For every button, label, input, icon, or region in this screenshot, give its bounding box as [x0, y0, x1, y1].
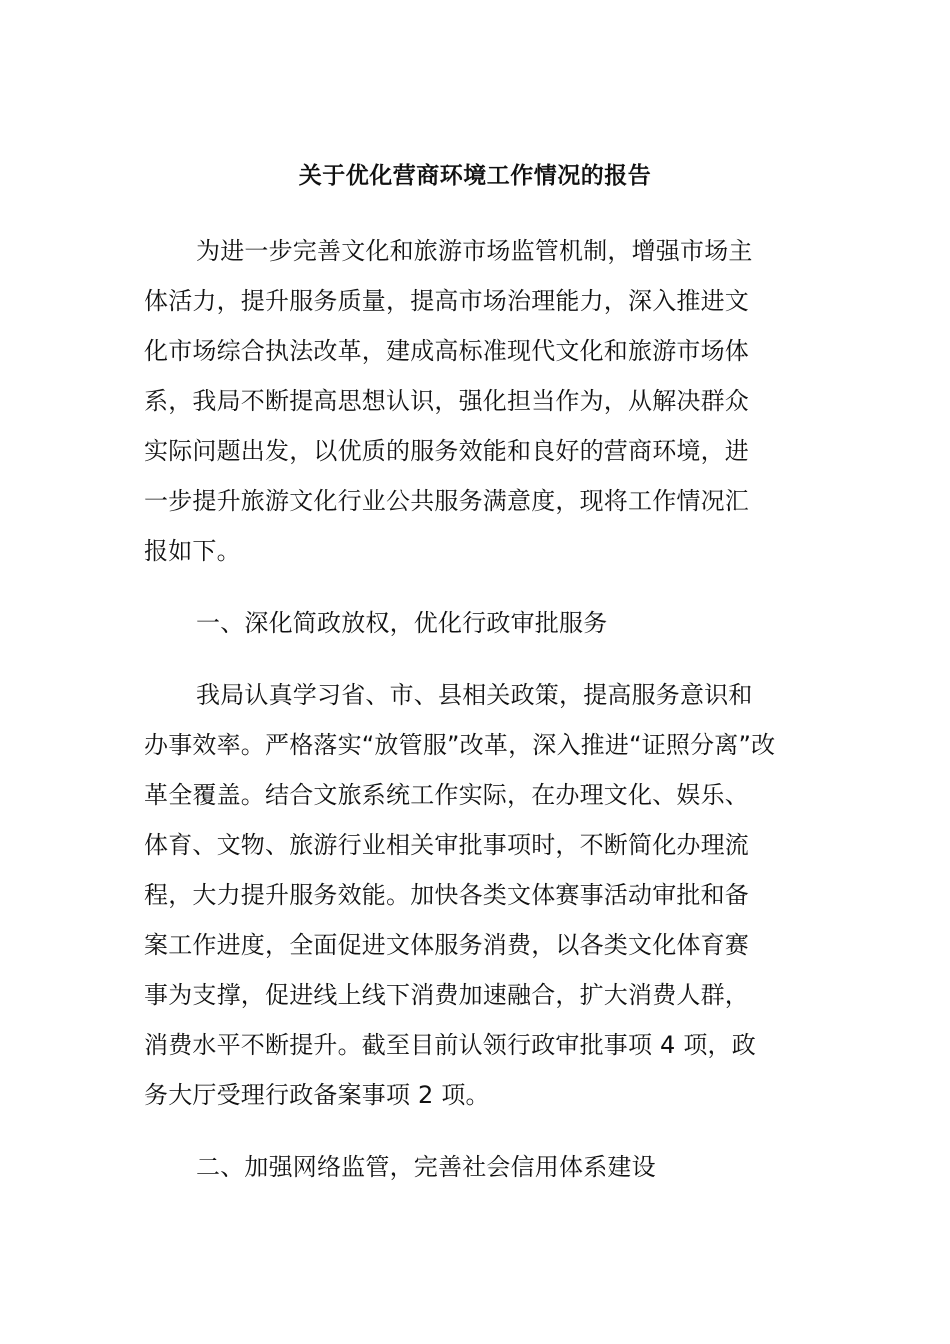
paragraph-1-line-5: 实际问题出发，以优质的服务效能和良好的营商环境，进 — [144, 437, 749, 465]
paragraph-1-line-6: 一步提升旅游文化行业公共服务满意度，现将工作情况汇 — [144, 487, 749, 515]
paragraph-1-line-7: 报如下。 — [144, 537, 241, 565]
paragraph-1-line-3: 化市场综合执法改革，建成高标准现代文化和旅游市场体 — [144, 337, 749, 365]
paragraph-2-line-6: 案工作进度，全面促进文体服务消费，以各类文化体育赛 — [144, 931, 749, 959]
paragraph-2-line-8: 消费水平不断提升。截至目前认领行政审批事项 4 项，政 — [144, 1031, 756, 1059]
paragraph-1-line-2: 体活力，提升服务质量，提高市场治理能力，深入推进文 — [144, 287, 749, 315]
paragraph-2-line-3: 革全覆盖。结合文旅系统工作实际，在办理文化、娱乐、 — [144, 781, 749, 809]
document-title: 关于优化营商环境工作情况的报告 — [298, 163, 652, 189]
paragraph-2-line-1: 我局认真学习省、市、县相关政策，提高服务意识和 — [196, 681, 753, 709]
paragraph-2-line-9: 务大厅受理行政备案事项 2 项。 — [144, 1081, 490, 1109]
paragraph-2-line-5: 程，大力提升服务效能。加快各类文体赛事活动审批和备 — [144, 881, 749, 909]
paragraph-2-line-2: 办事效率。严格落实“放管服”改革，深入推进“证照分离”改 — [144, 731, 776, 759]
section-heading-1: 一、深化简政放权，优化行政审批服务 — [196, 609, 608, 637]
paragraph-1-line-1: 为进一步完善文化和旅游市场监管机制，增强市场主 — [196, 237, 753, 265]
paragraph-2-line-4: 体育、文物、旅游行业相关审批事项时，不断简化办理流 — [144, 831, 749, 859]
paragraph-1-line-4: 系，我局不断提高思想认识，强化担当作为，从解决群众 — [144, 387, 749, 415]
section-heading-2: 二、加强网络监管，完善社会信用体系建设 — [196, 1153, 656, 1181]
paragraph-2-line-7: 事为支撑，促进线上线下消费加速融合，扩大消费人群， — [144, 981, 749, 1009]
